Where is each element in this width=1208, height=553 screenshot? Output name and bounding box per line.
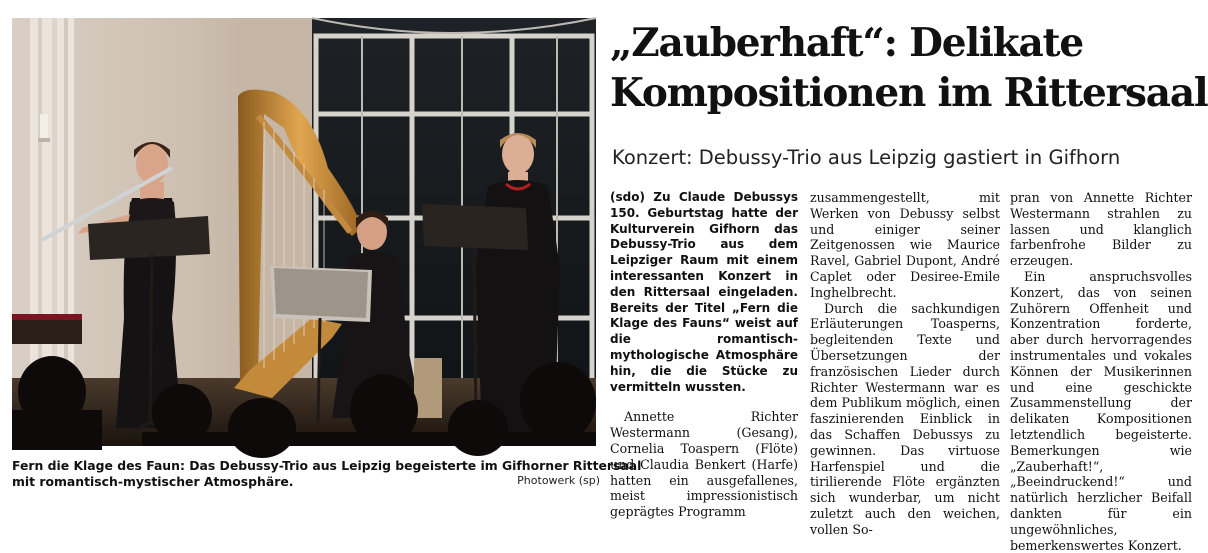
article-lead: (sdo) Zu Claude Debussys 150. Geburtstag hatte der Kulturverein Gifhorn das Debussy-Trio aus dem Leipziger Raum mit einem interessanten Konzert in den Rittersaal eingeladen. Bereits der Titel „Fern die Klage des Fauns“ weist auf die romantisch-mythologische Atmosphäre hin, die die Stücke zu vermitteln wussten. (610, 190, 798, 394)
headline-line-2: Kompositionen im Rittersaal (610, 70, 1208, 116)
concert-photo (12, 18, 596, 446)
headline (610, 18, 1208, 118)
article-column-3 (1010, 190, 1192, 553)
article-column-1 (610, 190, 798, 520)
caption-line-1: Fern die Klage des Faun: Das Debussy-Trio aus Leipzig begeisterte im Gifhorner Rittersaal (12, 458, 642, 473)
article-paragraph: Annette Richter Westermann (Gesang), Cornelia Toaspern (Flöte) und Claudia Benkert (Harfe) hatten ein ausgefallenes, meist impressionistisch geprägtes Programm (610, 409, 798, 520)
article-paragraph: Durch die sachkundigen Erläuterungen Toasperns, begleitenden Texte und Übersetzungen der französischen Lieder durch Richter Westermann war es dem Publikum möglich, einen faszinierenden Einblick in das Schaffen Debussys zu gewinnen. Das virtuose Harfenspiel und die tirilierende Flöte ergänzten sich wunderbar, um nicht zuletzt auch den weichen, vollen So- (810, 300, 1000, 537)
article-paragraph: zusammengestellt, mit Werken von Debussy selbst und einiger seiner Zeitgenossen wie Maurice Ravel, Gabriel Dupont, André Caplet oder Desiree-Emile Inghelbrecht. (810, 190, 1000, 300)
article-paragraph: Ein anspruchsvolles Konzert, das von seinen Zuhörern Offenheit und Konzentration forderte, aber durch hervorragendes instrumentales und vokales Können der Musikerinnen und eine geschickte Zusammenstellung der delikaten Kompositionen letztendlich begeisterte. Bemerkungen wie „Zauberhaft!“, „Beeindruckend!“ und natürlich herzlicher Beifall dankten für ein ungewöhnliches, bemerkenswertes Konzert. (1010, 268, 1192, 553)
article-paragraph: pran von Annette Richter Westermann strahlen zu lassen und klanglich farbenfrohe Bilder zu erzeugen. (1010, 190, 1192, 269)
article-column-2 (810, 190, 1000, 537)
headline-line-1: „Zauberhaft“: Delikate (610, 20, 1083, 66)
photo-credit: Photowerk (sp) (517, 474, 600, 487)
photo-caption (12, 458, 642, 490)
subheadline: Konzert: Debussy-Trio aus Leipzig gastiert in Gifhorn (612, 146, 1121, 169)
caption-line-2: mit romantisch-mystischer Atmosphäre. (12, 474, 294, 489)
